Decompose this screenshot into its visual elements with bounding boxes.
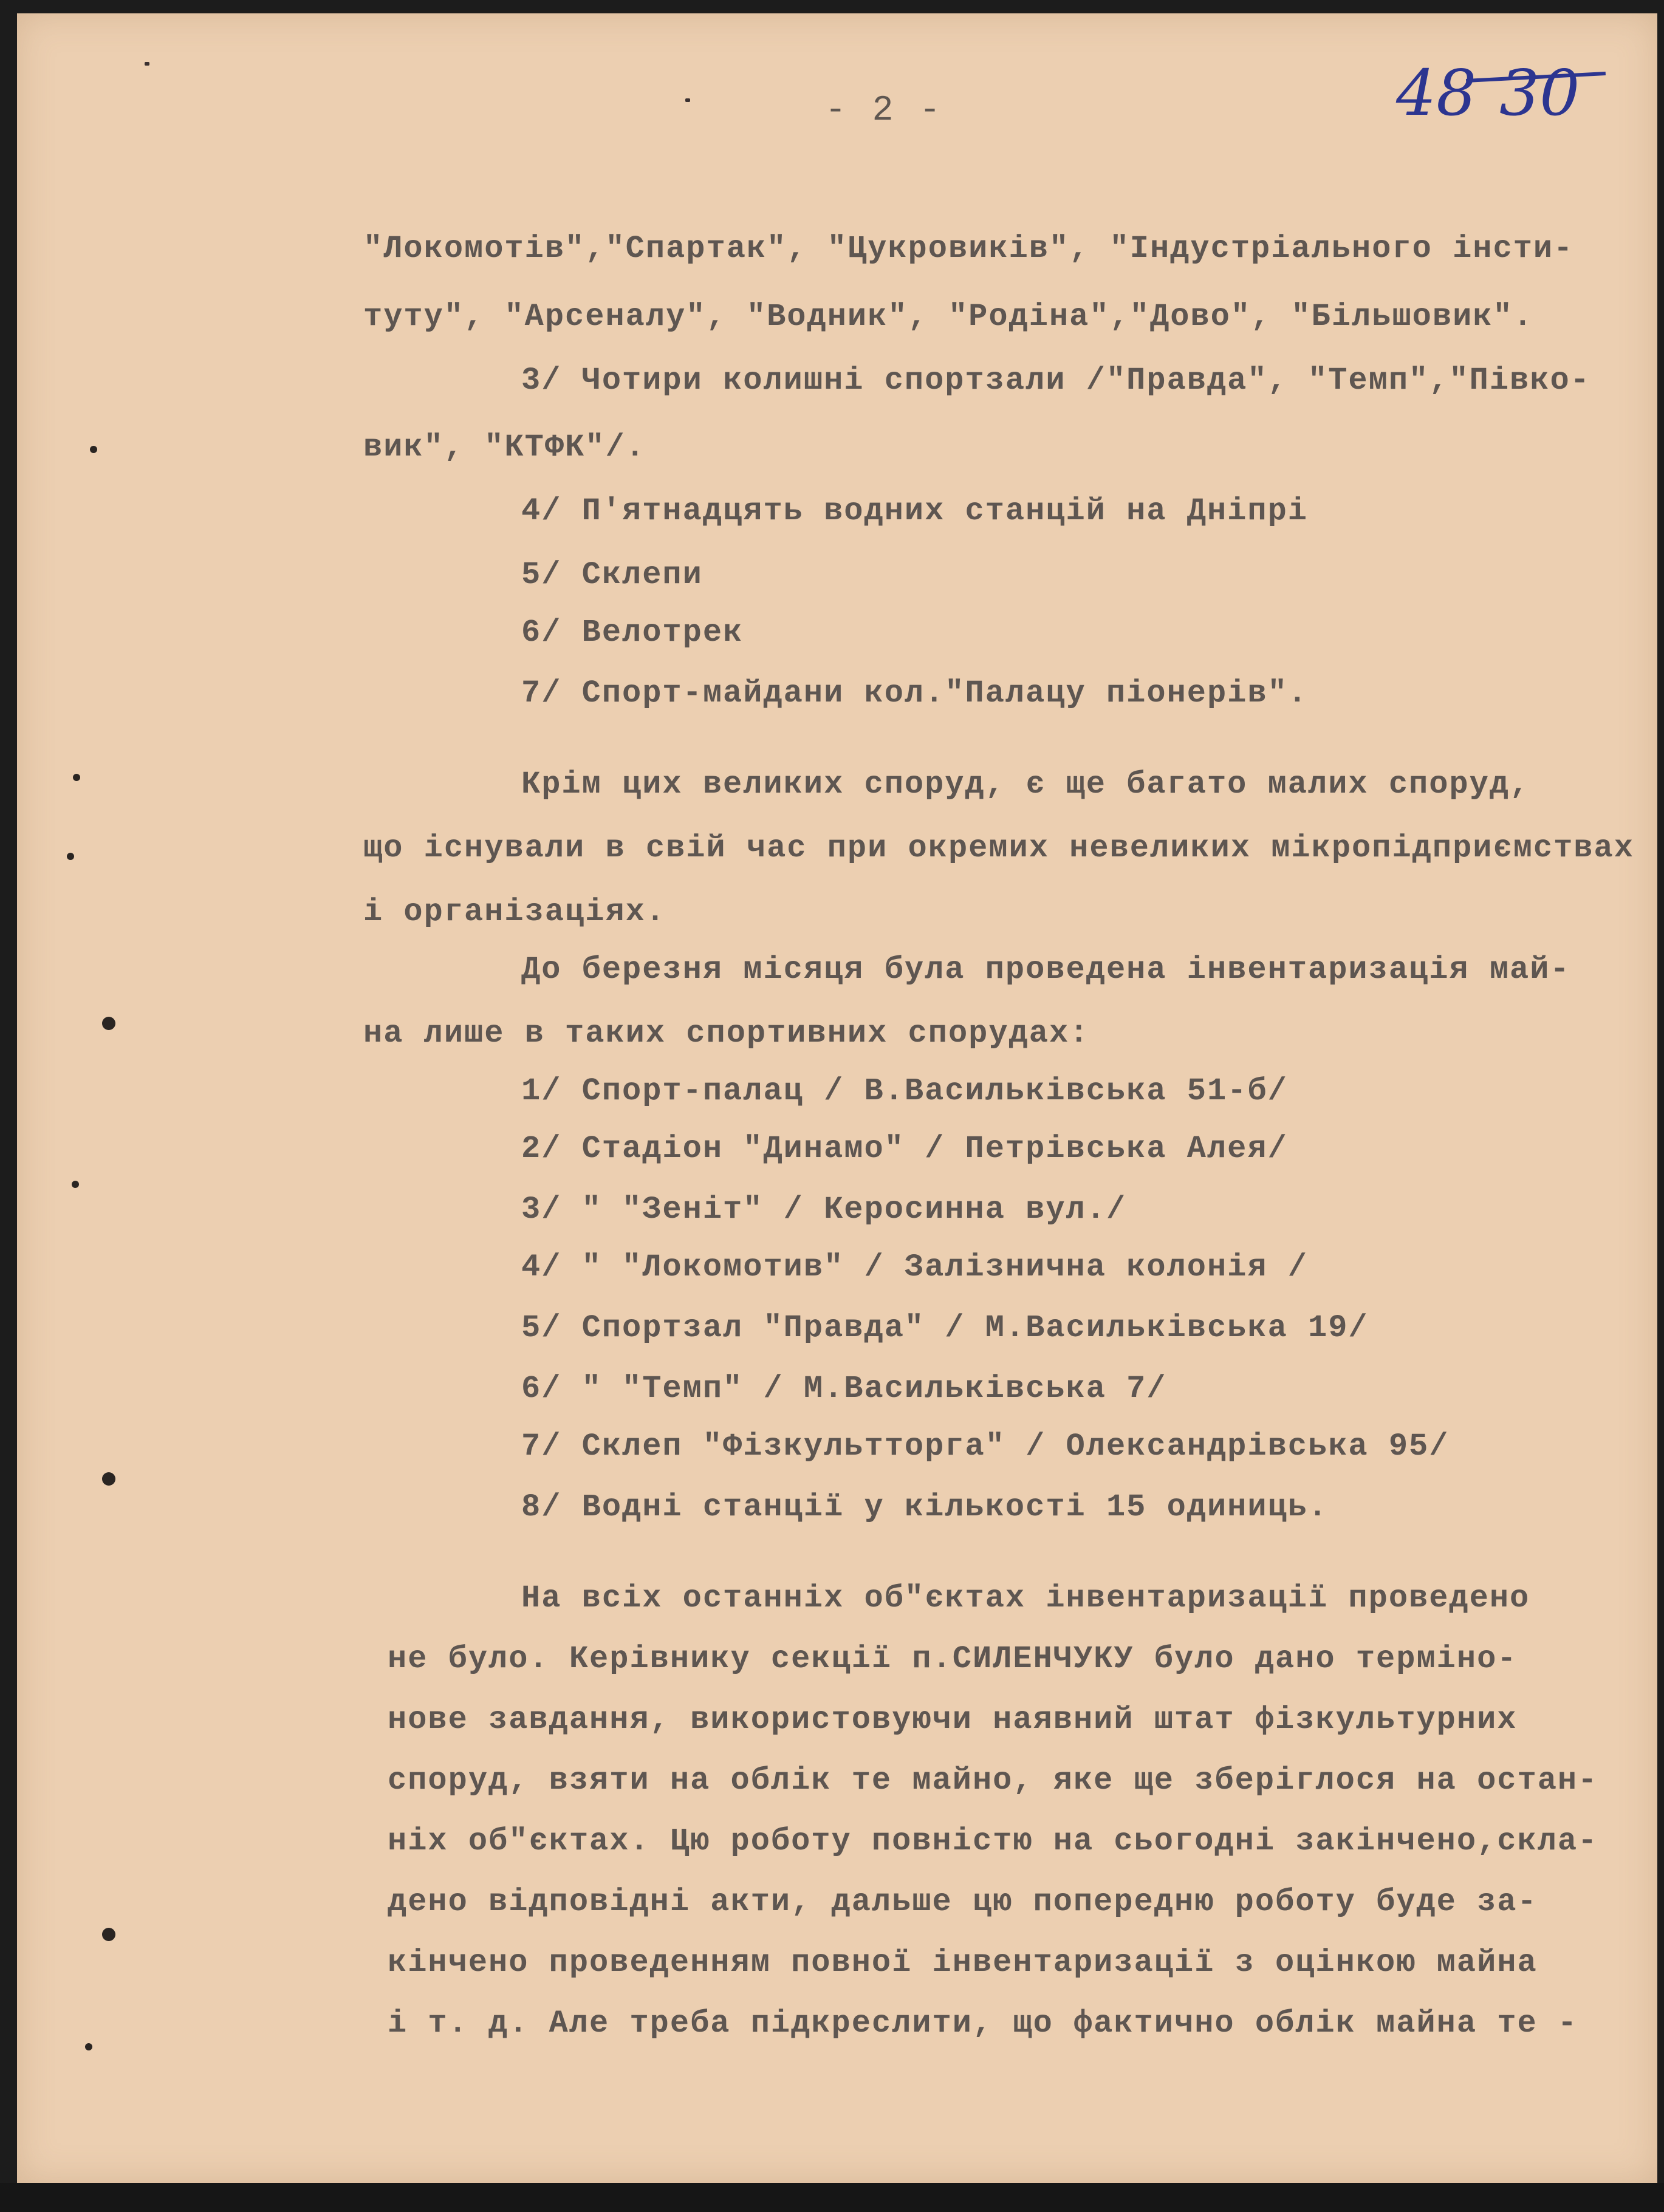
list-item: 4/ П'ятнадцять водних станцій на Дніпрі <box>521 493 1308 529</box>
punch-hole <box>90 446 97 453</box>
punch-hole <box>102 1928 115 1941</box>
text-line: і т. д. Але треба підкреслити, що фактично облік майна те - <box>388 2005 1578 2041</box>
text-line: і організаціях. <box>363 894 666 930</box>
text-line: вик", "КТФК"/. <box>363 429 646 465</box>
text-line: дено відповідні акти, дальше цю попередню роботу буде за- <box>388 1884 1538 1920</box>
document-page <box>17 13 1657 2183</box>
text-line: До березня місяця була проведена інвентаризація май- <box>521 952 1570 988</box>
text-line: Крім цих великих споруд, є ще багато малих споруд, <box>521 766 1530 802</box>
punch-hole <box>73 774 80 781</box>
list-item: 5/ Спортзал "Правда" / М.Васильківська 19/ <box>521 1310 1369 1346</box>
text-line: "Локомотів","Спартак", "Цукровиків", "Індустріального інсти- <box>363 231 1574 267</box>
list-item: 7/ Склеп "Фізкультторга" / Олександрівська 95/ <box>521 1429 1450 1464</box>
list-item: 6/ Велотрек <box>521 615 744 650</box>
archive-number-new: 30 <box>1499 56 1580 130</box>
text-line: нове завдання, використовуючи наявний штат фізкультурних <box>388 1702 1518 1738</box>
paper-speck <box>685 98 690 102</box>
list-item: 2/ Стадіон "Динамо" / Петрівська Алея/ <box>521 1131 1288 1167</box>
list-item: 5/ Склепи <box>521 557 703 593</box>
list-item: 3/ " "Зеніт" / Керосинна вул./ <box>521 1192 1127 1227</box>
text-line: ніх об"єктах. Цю роботу повністю на сьогодні закінчено,скла- <box>388 1823 1598 1859</box>
text-line: не було. Керівнику секції п.СИЛЕНЧУКУ було дано терміно- <box>388 1641 1518 1677</box>
paper-speck <box>145 62 149 66</box>
text-line: що існували в свій час при окремих невеликих мікропідприємствах <box>363 830 1634 866</box>
punch-hole <box>102 1017 115 1030</box>
list-item: 7/ Спорт-майдани кол."Палацу піонерів". <box>521 675 1308 711</box>
archive-number-old: 48 <box>1396 56 1477 130</box>
list-item: 4/ " "Локомотив" / Залізнична колонія / <box>521 1249 1308 1285</box>
text-line: 3/ Чотири колишні спортзали /"Правда", "Темп","Півко- <box>521 363 1590 398</box>
punch-hole <box>67 853 74 860</box>
text-line: на лише в таких спортивних спорудах: <box>363 1016 1090 1051</box>
text-line: туту", "Арсеналу", "Водник", "Родіна","Дово", "Більшовик". <box>363 299 1533 335</box>
text-line: кінчено проведенням повної інвентаризації з оцінкою майна <box>388 1945 1538 1981</box>
punch-hole <box>72 1181 79 1188</box>
list-item: 6/ " "Темп" / М.Васильківська 7/ <box>521 1371 1167 1407</box>
punch-hole <box>102 1472 115 1486</box>
scan-border <box>0 2183 1664 2212</box>
punch-hole <box>85 2043 92 2050</box>
text-line: На всіх останніх об"єктах інвентаризації проведено <box>521 1580 1530 1616</box>
list-item: 8/ Водні станції у кількості 15 одиниць. <box>521 1489 1329 1525</box>
list-item: 1/ Спорт-палац / В.Васильківська 51-б/ <box>521 1073 1288 1109</box>
page-number: - 2 - <box>825 91 943 131</box>
text-line: споруд, взяти на облік те майно, яке ще зберіглося на остан- <box>388 1763 1598 1798</box>
